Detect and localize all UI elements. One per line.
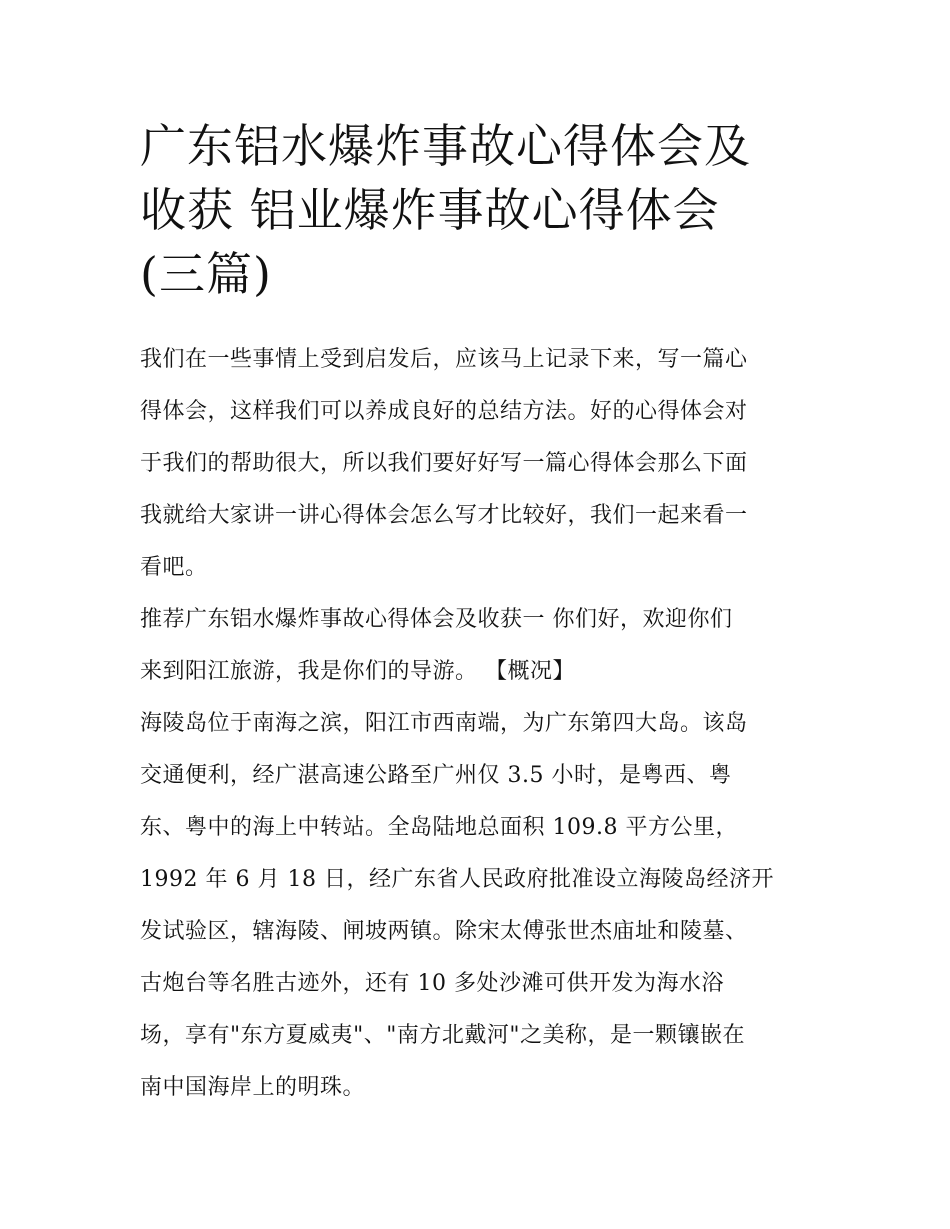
text-line: 我们在一些事情上受到启发后，应该马上记录下来，写一篇心: [140, 347, 748, 372]
text-line: 得体会，这样我们可以养成良好的总结方法。好的心得体会对: [140, 399, 748, 424]
text-line: 看吧。: [140, 555, 208, 580]
document-content: [140, 114, 816, 1114]
text-line: 来到阳江旅游，我是你们的导游。 【概况】: [140, 659, 575, 684]
text-line: 南中国海岸上的明珠。: [140, 1075, 366, 1100]
text-line: 推荐广东铝水爆炸事故心得体会及收获一 你们好，欢迎你们: [140, 607, 733, 632]
text-line: 我就给大家讲一讲心得体会怎么写才比较好，我们一起来看一: [140, 503, 748, 528]
recommend-paragraph: [140, 594, 816, 698]
island-paragraph: [140, 698, 816, 1114]
intro-paragraph: [140, 334, 816, 594]
text-line: 发试验区，辖海陵、闸坡两镇。除宋太傅张世杰庙址和陵墓、: [140, 919, 748, 944]
text-line: 于我们的帮助很大，所以我们要好好写一篇心得体会那么下面: [140, 451, 748, 476]
text-line: 场，享有"东方夏威夷"、"南方北戴河"之美称，是一颗镶嵌在: [140, 1023, 745, 1048]
title-line: 广东铝水爆炸事故心得体会及: [140, 119, 751, 173]
text-line: 古炮台等名胜古迹外，还有 10 多处沙滩可供开发为海水浴: [140, 971, 724, 996]
text-line: 东、粤中的海上中转站。全岛陆地总面积 109.8 平方公里，: [140, 815, 738, 840]
title-line: (三篇): [140, 247, 272, 301]
document-title: [140, 114, 816, 306]
text-line: 交通便利，经广湛高速公路至广州仅 3.5 小时，是粤西、粤: [140, 763, 732, 788]
text-line: 海陵岛位于南海之滨，阳江市西南端，为广东第四大岛。该岛: [140, 711, 748, 736]
title-line: 收获 铝业爆炸事故心得体会: [140, 183, 720, 237]
document-body: [140, 334, 816, 1114]
text-line: 1992 年 6 月 18 日，经广东省人民政府批准设立海陵岛经济开: [140, 867, 774, 892]
